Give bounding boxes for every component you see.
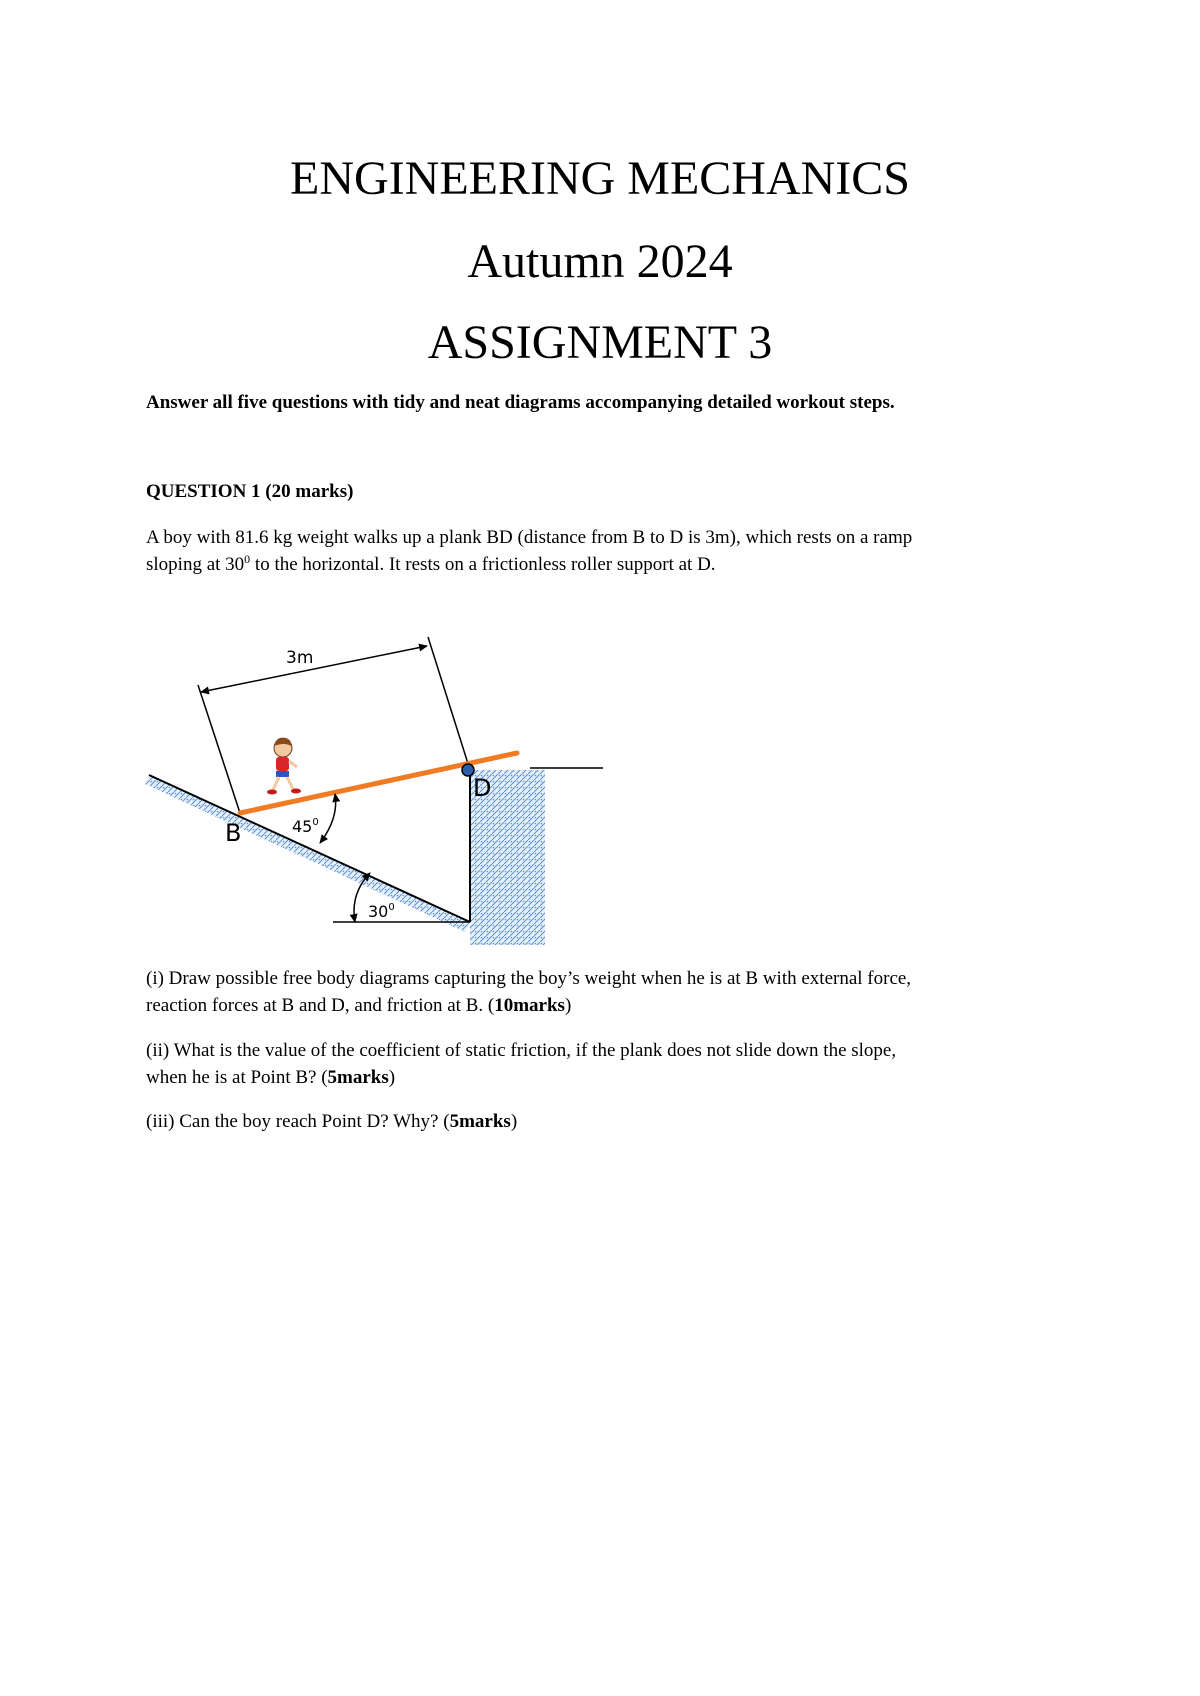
intro-line-2a: sloping at 30	[146, 554, 245, 575]
boy-figure	[267, 738, 301, 795]
angle-45-arc	[320, 794, 336, 843]
dim-line-3m	[201, 646, 427, 692]
part-iii-marks: 5marks	[449, 1111, 511, 1132]
intro-degree: 0	[244, 552, 251, 566]
label-angle-30	[368, 902, 395, 921]
instructions: Answer all five questions with tidy and neat diagrams accompanying detailed workout steps.	[146, 392, 895, 413]
boy-shoe-back	[267, 790, 277, 795]
boy-leg-front	[287, 777, 293, 789]
dim-extension-d	[428, 637, 470, 770]
label-angle-45	[292, 817, 319, 836]
part-iii-close: )	[510, 1111, 518, 1132]
boy-shorts	[276, 771, 289, 777]
intro-line-1: A boy with 81.6 kg weight walks up a plank BD (distance from B to D is 3m), which rests on a ramp	[146, 527, 913, 548]
term-title: Autumn 2024	[467, 235, 733, 288]
part-i	[146, 965, 1066, 1019]
intro-line-2b: to the horizontal. It rests on a frictionless roller support at D.	[250, 554, 716, 575]
part-ii-close: )	[388, 1067, 396, 1088]
part-ii	[146, 1037, 1066, 1091]
boy-shoe-front	[291, 789, 301, 794]
label-point-d: D	[473, 774, 492, 802]
boy-shirt	[276, 757, 289, 771]
course-title: ENGINEERING MECHANICS	[290, 152, 910, 205]
label-point-b: B	[225, 819, 242, 847]
angle-45-value: 45	[292, 817, 313, 836]
part-i-close: )	[564, 995, 572, 1016]
part-ii-line-1: (ii) What is the value of the coefficient of static friction, if the plank does not slide down the slope,	[146, 1040, 897, 1061]
part-ii-line-2: when he is at Point B? (	[146, 1067, 328, 1088]
label-3m: 3m	[286, 648, 314, 668]
part-i-line-1: (i) Draw possible free body diagrams capturing the boy’s weight when he is at B with external force,	[146, 968, 912, 989]
boy-leg-back	[273, 777, 279, 790]
part-i-line-2: reaction forces at B and D, and friction at B. (	[146, 995, 495, 1016]
part-i-marks: 10marks	[494, 995, 565, 1016]
boy-arm	[289, 761, 297, 767]
angle-30-degree: 0	[388, 902, 395, 913]
part-iii-text: (iii) Can the boy reach Point D? Why? (	[146, 1111, 450, 1132]
angle-30-value: 30	[368, 902, 389, 921]
dim-extension-b	[198, 685, 240, 813]
part-ii-marks: 5marks	[327, 1067, 389, 1088]
part-iii	[146, 1108, 1066, 1135]
assignment-title: ASSIGNMENT 3	[427, 316, 773, 369]
question-1-heading: QUESTION 1 (20 marks)	[146, 481, 354, 502]
angle-45-degree: 0	[312, 817, 319, 828]
